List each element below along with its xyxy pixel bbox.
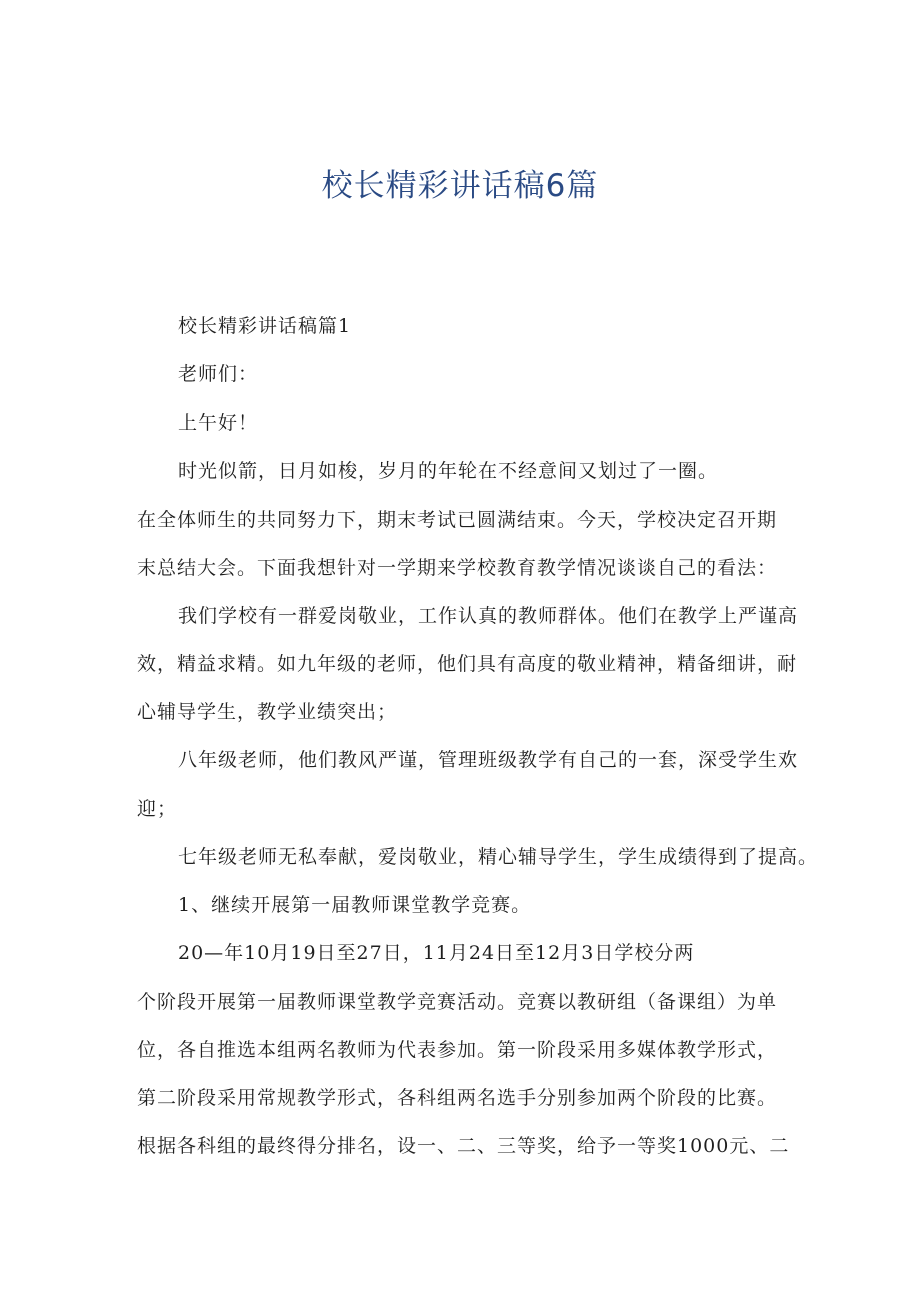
paragraph-line: 根据各科组的最终得分排名，设一、二、三等奖，给予一等奖1000元、二 — [137, 1135, 790, 1157]
paragraph-line: 八年级老师，他们教风严谨，管理班级教学有自己的一套，深受学生欢 — [178, 749, 799, 771]
paragraph-line: 第二阶段采用常规教学形式，各科组两名选手分别参加两个阶段的比赛。 — [137, 1087, 778, 1109]
paragraph-line: 我们学校有一群爱岗敬业，工作认真的教师群体。他们在教学上严谨高 — [178, 605, 799, 627]
paragraph-line: 心辅导学生，教学业绩突出； — [137, 701, 398, 723]
paragraph-line: 末总结大会。下面我想针对一学期来学校教育教学情况谈谈自己的看法： — [137, 557, 778, 579]
section-heading: 校长精彩讲话稿篇1 — [178, 315, 352, 337]
paragraph-line: 个阶段开展第一届教师课堂教学竞赛活动。竞赛以教研组（备课组）为单 — [137, 991, 778, 1013]
greeting-salutation: 老师们： — [178, 363, 259, 385]
greeting-line: 上午好！ — [178, 412, 259, 434]
paragraph-line: 七年级老师无私奉献，爱岗敬业，精心辅导学生，学生成绩得到了提高。 — [178, 846, 819, 868]
document-title: 校长精彩讲话稿6篇 — [321, 168, 599, 204]
paragraph-line: 效，精益求精。如九年级的老师，他们具有高度的敬业精神，精备细讲，耐 — [137, 653, 798, 675]
paragraph-line: 在全体师生的共同努力下，期末考试已圆满结束。今天，学校决定召开期 — [137, 509, 778, 531]
paragraph-line: 位，各自推选本组两名教师为代表参加。第一阶段采用多媒体教学形式， — [137, 1039, 778, 1061]
paragraph-line: 时光似箭，日月如梭，岁月的年轮在不经意间又划过了一圈。 — [178, 460, 719, 482]
paragraph-line: 迎； — [137, 798, 178, 820]
paragraph-line: 20—年10月19日至27日，11月24日至12月3日学校分两 — [178, 942, 695, 964]
list-item-heading: 1、继续开展第一届教师课堂教学竞赛。 — [178, 894, 532, 916]
